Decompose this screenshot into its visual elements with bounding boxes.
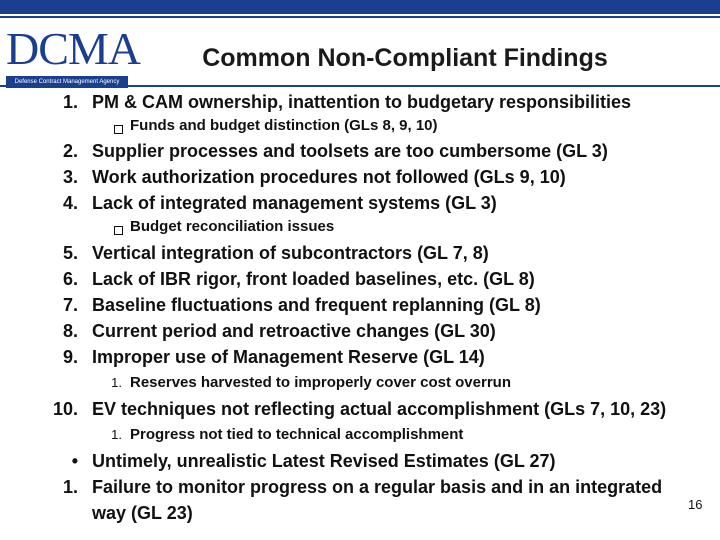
item-marker: 6. (62, 269, 78, 289)
item-text: Improper use of Management Reserve (GL 14) (92, 347, 485, 367)
item-text: Progress not tied to technical accomplishment (130, 426, 464, 443)
logo-subtitle: Defense Contract Management Agency (6, 76, 128, 88)
square-bullet-icon (114, 226, 123, 235)
item-text: Funds and budget distinction (GLs 8, 9, 10) (130, 117, 438, 134)
top-banner (0, 0, 720, 14)
item-marker: 4. (62, 193, 78, 213)
item-marker: 8. (62, 321, 78, 341)
dcma-logo (6, 23, 141, 88)
slide-title: Common Non-Compliant Findings (202, 44, 608, 72)
item-text: Untimely, unrealistic Latest Revised Estimates (GL 27) (92, 451, 556, 471)
item-text: Lack of IBR rigor, front loaded baselines, etc. (GL 8) (92, 269, 535, 289)
item-text: way (GL 23) (92, 503, 193, 523)
item-text: Failure to monitor progress on a regular basis and in an integrated (92, 477, 663, 497)
item-text: Budget reconciliation issues (130, 218, 335, 235)
banner-underline (0, 16, 720, 18)
item-text: Work authorization procedures not followed (GLs 9, 10) (92, 167, 566, 187)
item-text: Lack of integrated management systems (GL 3) (92, 193, 497, 213)
item-marker: 1. (111, 375, 122, 390)
item-text: Current period and retroactive changes (GL 30) (92, 321, 496, 341)
item-text: PM & CAM ownership, inattention to budgetary responsibilities (92, 92, 632, 112)
item-marker: 1. (111, 427, 122, 442)
item-text: EV techniques not reflecting actual accomplishment (GLs 7, 10, 23) (92, 399, 667, 419)
logo-wordmark: DCMA (6, 23, 141, 74)
item-marker: 9. (62, 347, 78, 367)
findings-list (0, 88, 720, 540)
item-marker: 1. (62, 92, 78, 112)
item-text: Baseline fluctuations and frequent replanning (GL 8) (92, 295, 541, 315)
item-marker: 3. (62, 167, 78, 187)
item-marker: 1. (62, 477, 78, 497)
item-marker: • (71, 451, 78, 471)
item-text: Reserves harvested to improperly cover cost overrun (130, 374, 511, 391)
item-text: Supplier processes and toolsets are too cumbersome (GL 3) (92, 141, 608, 161)
item-marker: 2. (62, 141, 78, 161)
title-divider (0, 85, 720, 87)
item-text: Vertical integration of subcontractors (GL 7, 8) (92, 243, 489, 263)
page-number: 16 (688, 497, 703, 512)
square-bullet-icon (114, 125, 123, 134)
item-marker: 5. (62, 243, 78, 263)
item-marker: 7. (62, 295, 78, 315)
item-marker: 10. (52, 399, 78, 419)
